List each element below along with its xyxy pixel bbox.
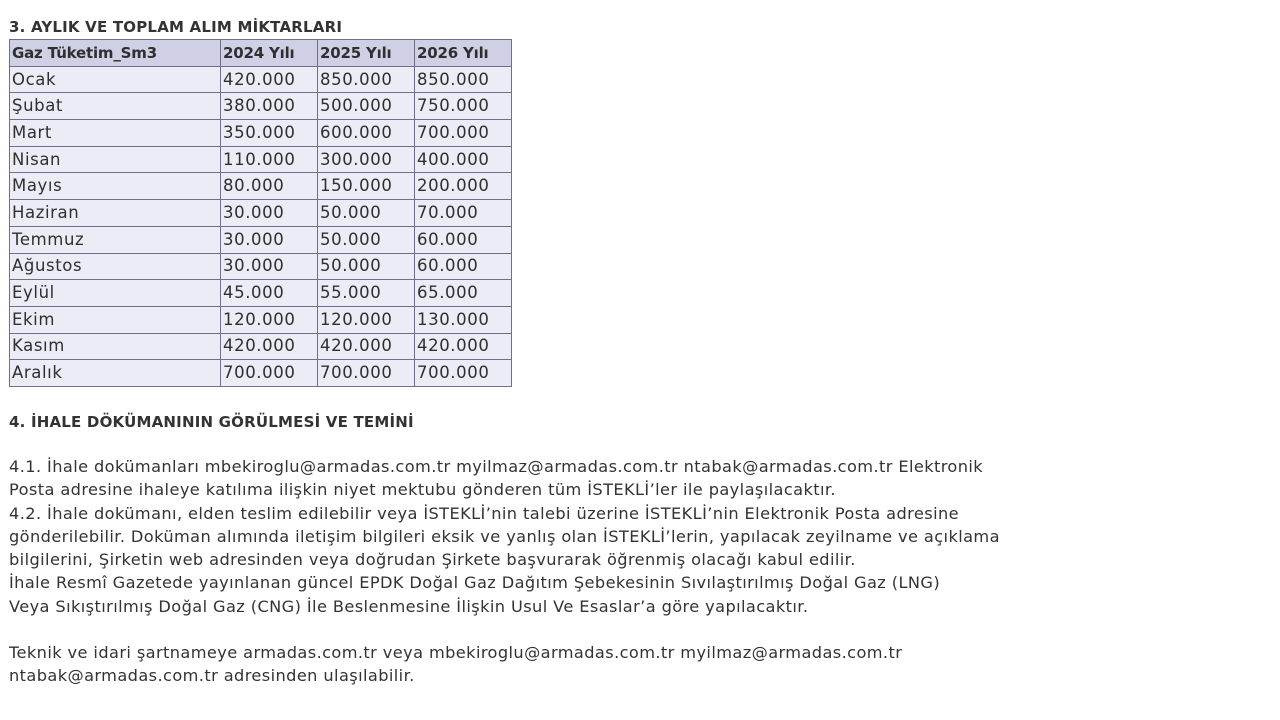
value-cell-2026: 400.000 — [415, 146, 512, 173]
table-row — [10, 120, 512, 147]
month-cell: Ağustos — [10, 253, 221, 280]
header-cell-2025: 2025 Yılı — [318, 40, 415, 67]
table-row — [10, 360, 512, 387]
regulation-line-2: Veya Sıkıştırılmış Doğal Gaz (CNG) İle Beslenmesine İlişkin Usul Ve Esaslar’a göre yapılacaktır. — [9, 596, 809, 616]
value-cell-2026: 70.000 — [415, 200, 512, 227]
value-cell-2026: 750.000 — [415, 93, 512, 120]
month-cell: Nisan — [10, 146, 221, 173]
contact-line-2: ntabak@armadas.com.tr adresinden ulaşılabilir. — [9, 666, 415, 686]
table-row — [10, 333, 512, 360]
value-cell-2025: 850.000 — [318, 66, 415, 93]
header-cell-2024: 2024 Yılı — [221, 40, 318, 67]
table-row — [10, 280, 512, 307]
value-cell-2025: 150.000 — [318, 173, 415, 200]
paragraph-4-1-line-1: 4.1. İhale dokümanları mbekiroglu@armadas.com.tr myilmaz@armadas.com.tr ntabak@armadas.com.tr Elektronik — [9, 456, 984, 476]
section-3-heading: 3. AYLIK VE TOPLAM ALIM MİKTARLARI — [9, 18, 343, 36]
value-cell-2026: 60.000 — [415, 226, 512, 253]
section-4-heading: 4. İHALE DÖKÜMANININ GÖRÜLMESİ VE TEMİNİ — [9, 412, 414, 431]
value-cell-2025: 120.000 — [318, 306, 415, 333]
paragraph-gap — [9, 618, 1271, 641]
month-cell: Kasım — [10, 333, 221, 360]
value-cell-2024: 80.000 — [221, 173, 318, 200]
section-4-body — [9, 455, 1271, 688]
value-cell-2024: 420.000 — [221, 66, 318, 93]
contact-line-1: Teknik ve idari şartnameye armadas.com.tr veya mbekiroglu@armadas.com.tr myilmaz@armadas.com.tr — [9, 643, 903, 663]
header-cell-2026: 2026 Yılı — [415, 40, 512, 67]
value-cell-2024: 350.000 — [221, 120, 318, 147]
table-header-row — [10, 40, 512, 67]
value-cell-2026: 65.000 — [415, 280, 512, 307]
table-body — [10, 66, 512, 386]
value-cell-2025: 600.000 — [318, 120, 415, 147]
value-cell-2024: 120.000 — [221, 306, 318, 333]
month-cell: Mayıs — [10, 173, 221, 200]
value-cell-2025: 50.000 — [318, 253, 415, 280]
value-cell-2026: 420.000 — [415, 333, 512, 360]
value-cell-2025: 50.000 — [318, 226, 415, 253]
monthly-gas-consumption-table — [9, 39, 512, 387]
paragraph-4-2-line-2: gönderilebilir. Doküman alımında iletişim bilgileri eksik ve yanlış olan İSTEKLİ’lerin, yapılacak zeyilname ve açıklama — [9, 526, 1000, 546]
table-row — [10, 200, 512, 227]
value-cell-2024: 45.000 — [221, 280, 318, 307]
value-cell-2025: 55.000 — [318, 280, 415, 307]
value-cell-2025: 700.000 — [318, 360, 415, 387]
value-cell-2024: 420.000 — [221, 333, 318, 360]
paragraph-4-2-line-3: bilgilerini, Şirketin web adresinden veya doğrudan Şirkete başvurarak öğrenmiş olacağı kabul edilir. — [9, 550, 856, 570]
value-cell-2026: 700.000 — [415, 360, 512, 387]
paragraph-4-1-line-2: Posta adresine ihaleye katılıma ilişkin niyet mektubu gönderen tüm İSTEKLİ’ler ile paylaşılacaktır. — [9, 480, 836, 500]
value-cell-2025: 500.000 — [318, 93, 415, 120]
value-cell-2025: 50.000 — [318, 200, 415, 227]
value-cell-2024: 30.000 — [221, 200, 318, 227]
value-cell-2026: 700.000 — [415, 120, 512, 147]
paragraph-4-2-line-1: 4.2. İhale dokümanı, elden teslim edilebilir veya İSTEKLİ’nin talebi üzerine İSTEKLİ’nin Elektronik Posta adresine — [9, 503, 959, 523]
table-header — [10, 40, 512, 67]
month-cell: Temmuz — [10, 226, 221, 253]
regulation-line-1: İhale Resmî Gazetede yayınlanan güncel EPDK Doğal Gaz Dağıtım Şebekesinin Sıvılaştırılmış Doğal Gaz (LNG) — [9, 573, 941, 593]
value-cell-2026: 130.000 — [415, 306, 512, 333]
value-cell-2026: 60.000 — [415, 253, 512, 280]
value-cell-2024: 30.000 — [221, 226, 318, 253]
value-cell-2025: 420.000 — [318, 333, 415, 360]
table-row — [10, 306, 512, 333]
table-row — [10, 146, 512, 173]
month-cell: Haziran — [10, 200, 221, 227]
month-cell: Ocak — [10, 66, 221, 93]
table-row — [10, 253, 512, 280]
value-cell-2026: 850.000 — [415, 66, 512, 93]
month-cell: Mart — [10, 120, 221, 147]
month-cell: Eylül — [10, 280, 221, 307]
value-cell-2024: 700.000 — [221, 360, 318, 387]
value-cell-2024: 380.000 — [221, 93, 318, 120]
value-cell-2024: 30.000 — [221, 253, 318, 280]
value-cell-2024: 110.000 — [221, 146, 318, 173]
month-cell: Şubat — [10, 93, 221, 120]
table-row — [10, 173, 512, 200]
month-cell: Ekim — [10, 306, 221, 333]
document-page — [9, 16, 1271, 688]
header-cell-consumption: Gaz Tüketim_Sm3 — [10, 40, 221, 67]
value-cell-2026: 200.000 — [415, 173, 512, 200]
table-row — [10, 93, 512, 120]
table-row — [10, 66, 512, 93]
value-cell-2025: 300.000 — [318, 146, 415, 173]
month-cell: Aralık — [10, 360, 221, 387]
table-row — [10, 226, 512, 253]
